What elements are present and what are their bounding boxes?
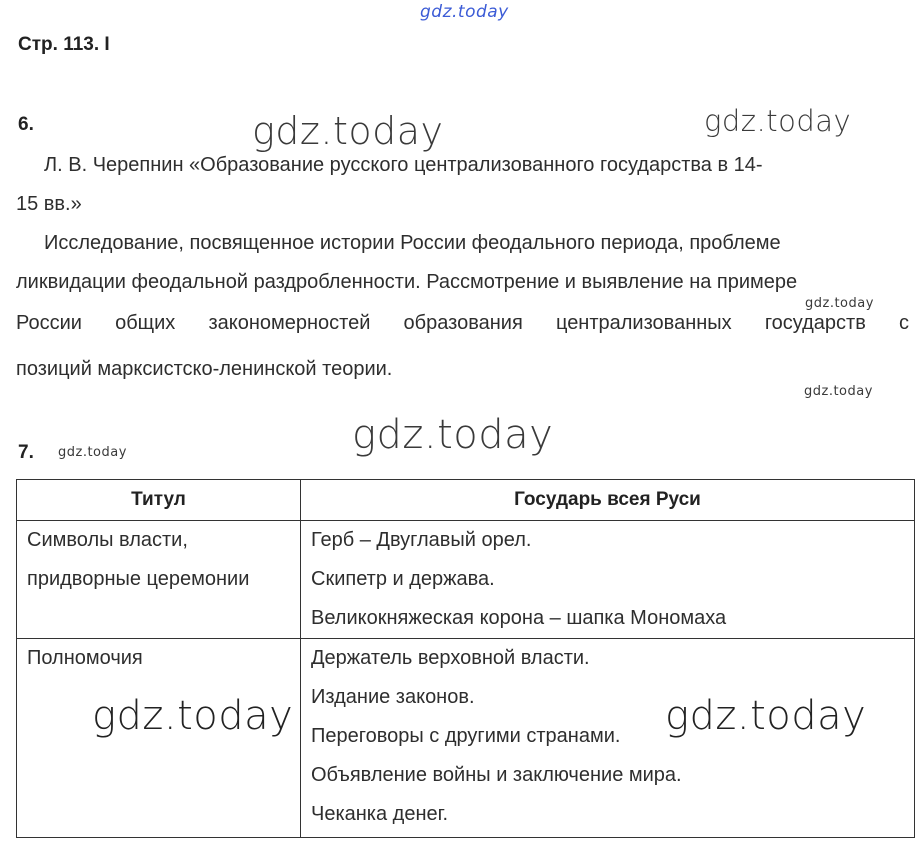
cell-text: Герб – Двуглавый орел. — [311, 529, 532, 551]
watermark-top: gdz.today — [420, 2, 509, 22]
watermark-small: gdz.today — [805, 296, 874, 311]
task-6-line: Исследование, посвященное истории России феодального периода, проблеме — [44, 232, 781, 254]
table-cell — [17, 521, 301, 639]
watermark-large: gdz.today — [352, 412, 554, 458]
task-6-line: 15 вв.» — [16, 193, 82, 215]
watermark-small: gdz.today — [58, 445, 127, 460]
table-header: Государь всея Руси — [301, 480, 915, 521]
watermark-right: gdz.today — [704, 104, 852, 138]
cell-text: Издание законов. — [311, 686, 475, 708]
table-header: Титул — [17, 480, 301, 521]
task-6-line: позиций марксистско-ленинской теории. — [16, 358, 393, 380]
table-header-row — [17, 480, 915, 521]
comparison-table — [16, 479, 915, 838]
watermark-small: gdz.today — [804, 384, 873, 399]
task-6-line: ликвидации феодальной раздробленности. Рассмотрение и выявление на примере — [16, 271, 798, 293]
cell-text: придворные церемонии — [27, 568, 250, 590]
table-row — [17, 521, 915, 639]
task-7-number: 7. — [18, 442, 34, 463]
table-cell — [301, 639, 915, 838]
table-cell — [17, 639, 301, 838]
cell-text: Полномочия — [27, 647, 143, 669]
task-6-number: 6. — [18, 114, 34, 135]
cell-text: Скипетр и держава. — [311, 568, 495, 590]
task-6-line: России общих закономерностей образования централизованных государств с — [16, 312, 909, 334]
watermark-large: gdz.today — [92, 693, 294, 739]
cell-text: Великокняжеская корона – шапка Мономаха — [311, 607, 727, 629]
page-reference: Стр. 113. І — [18, 34, 110, 55]
table-cell — [301, 521, 915, 639]
watermark-large: gdz.today — [665, 693, 867, 739]
cell-text: Держатель верховной власти. — [311, 647, 590, 669]
cell-text: Чеканка денег. — [311, 803, 449, 825]
cell-text: Объявление войны и заключение мира. — [311, 764, 682, 786]
cell-text: Переговоры с другими странами. — [311, 725, 621, 747]
cell-text: Символы власти, — [27, 529, 188, 551]
table-row — [17, 639, 915, 838]
task-6-line: Л. В. Черепнин «Образование русского централизованного государства в 14- — [44, 154, 763, 176]
watermark-large: gdz.today — [252, 109, 444, 153]
